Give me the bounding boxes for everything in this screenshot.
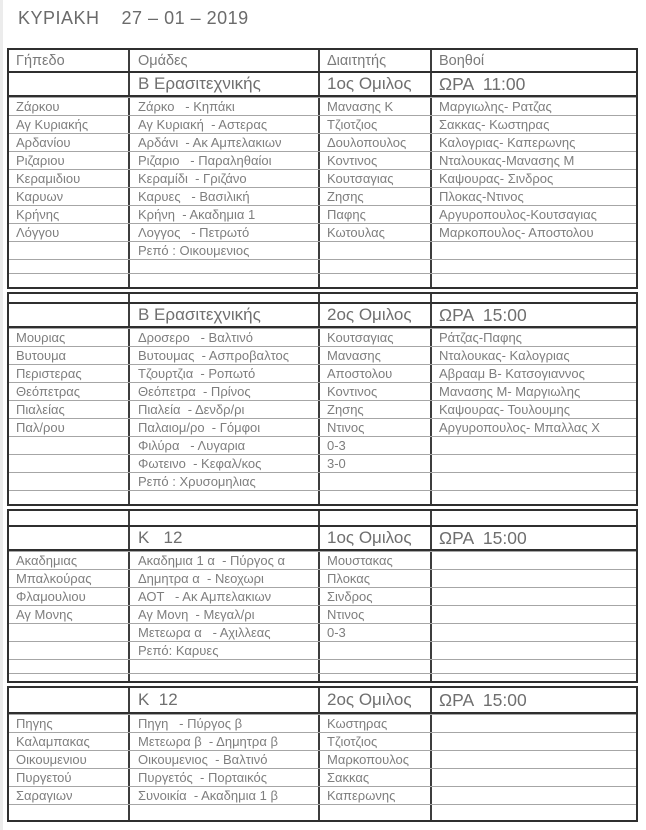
assistants-cell: Καψουρας- Τουλουμης	[430, 401, 636, 418]
column-header-row	[9, 50, 636, 71]
teams-cell: Θεόπετρα - Πρίνος	[128, 383, 318, 400]
schedule-table	[7, 48, 638, 289]
league-cell: Κ 12	[128, 688, 318, 712]
table-row	[9, 400, 636, 418]
schedule-tables	[7, 48, 638, 822]
table-row	[9, 328, 636, 346]
assistants-cell: Μαργιωλης- Ρατζας	[430, 98, 636, 115]
league-cell: Κ 12	[128, 527, 318, 549]
time-cell: ΩΡΑ 15:00	[430, 304, 636, 326]
venue-cell: Καλαμπακας	[16, 734, 90, 749]
teams-cell: Μετεωρα α - Αχιλλεας	[128, 624, 318, 641]
table-row	[9, 382, 636, 400]
empty-row	[9, 294, 636, 302]
assistants-cell: Μανασης Μ- Μαργιωλης	[430, 383, 636, 400]
assistants-cell: Καψουρας- Σινδρος	[430, 170, 636, 187]
table-row	[9, 551, 636, 569]
empty-cell	[9, 73, 128, 95]
teams-cell: Πηγη - Πύργος β	[128, 715, 318, 732]
referee-cell: Ντινος	[318, 419, 430, 436]
empty-cell	[430, 552, 636, 569]
referee-cell: Δουλοπουλος	[318, 134, 430, 151]
referee-cell: Κοντινος	[318, 383, 430, 400]
venue-cell: Ριζαριου	[16, 153, 65, 168]
teams-cell: Μετεωρα β - Δημητρα β	[128, 733, 318, 750]
teams-cell: Οικουμενιος - Βαλτινό	[128, 751, 318, 768]
empty-cell	[9, 455, 128, 472]
table-row	[9, 587, 636, 605]
empty-cell	[128, 805, 318, 820]
teams-cell: Αρδάνι - Ακ Αμπελακιων	[128, 134, 318, 151]
table-row	[9, 641, 636, 659]
assistants-cell: Νταλουκας- Καλογριας	[430, 347, 636, 364]
teams-cell: Ρεπό : Χρυσομηλιας	[128, 473, 318, 490]
teams-cell: Βυτουμας - Ασπροβαλτος	[128, 347, 318, 364]
table-row	[9, 169, 636, 187]
referee-cell: Καπερωνης	[318, 787, 430, 804]
empty-cell	[430, 260, 636, 273]
empty-cell	[318, 660, 430, 673]
assistants-cell: Καλογριας- Καπερωνης	[430, 134, 636, 151]
empty-cell	[9, 805, 128, 820]
empty-cell	[430, 624, 636, 641]
empty-cell	[318, 674, 430, 681]
empty-cell	[128, 674, 318, 681]
venue-cell: Πυργετού	[16, 770, 72, 785]
referee-cell: 0-3	[318, 624, 430, 641]
empty-cell	[9, 274, 128, 287]
table-row	[9, 97, 636, 115]
empty-cell	[318, 805, 430, 820]
referee-cell: Πλοκας	[318, 570, 430, 587]
teams-cell: Καρυες - Βασιλική	[128, 188, 318, 205]
teams-cell: Πυργετός - Πορταικός	[128, 769, 318, 786]
venue-cell: Ακαδημιας	[16, 553, 78, 568]
empty-cell	[430, 274, 636, 287]
empty-cell	[430, 606, 636, 623]
table-row	[9, 436, 636, 454]
teams-cell: Ρεπό: Καρυες	[128, 642, 318, 659]
section-header-row	[9, 525, 636, 551]
empty-cell	[430, 751, 636, 768]
teams-cell: Κρήνη - Ακαδημια 1	[128, 206, 318, 223]
empty-row	[9, 804, 636, 820]
teams-cell: Φωτεινο - Κεφαλ/κος	[128, 455, 318, 472]
section-header-row	[9, 688, 636, 714]
teams-cell: Ζάρκο - Κηπάκι	[128, 98, 318, 115]
venue-cell: Αγ Κυριακής	[16, 117, 89, 132]
venue-cell: Σαραγιων	[16, 788, 73, 803]
empty-cell	[128, 274, 318, 287]
empty-cell	[9, 260, 128, 273]
empty-cell	[9, 491, 128, 504]
schedule-table	[7, 686, 638, 822]
empty-row	[9, 259, 636, 273]
teams-cell: Ρεπό : Οικουμενιος	[128, 242, 318, 259]
referee-cell: Αποστολου	[318, 365, 430, 382]
empty-row	[9, 673, 636, 681]
referee-cell: Μαρκοπουλος	[318, 751, 430, 768]
referee-cell: Μουστακας	[318, 552, 430, 569]
league-cell: Β Ερασιτεχνικής	[128, 73, 318, 95]
schedule-table	[7, 292, 638, 506]
empty-cell	[9, 437, 128, 454]
referee-cell: Παφης	[318, 206, 430, 223]
table-row	[9, 732, 636, 750]
teams-cell: ΑΟΤ - Ακ Αμπελακιων	[128, 588, 318, 605]
venue-cell: Καρυων	[16, 189, 64, 204]
empty-cell	[128, 511, 318, 525]
table-row	[9, 133, 636, 151]
referee-cell: Κουτσαγιας	[318, 170, 430, 187]
venue-cell: Μουριας	[16, 330, 66, 345]
teams-cell: Παλαιομ/ρο - Γόμφοι	[128, 419, 318, 436]
teams-cell: Πιαλεία - Δενδρ/ρι	[128, 401, 318, 418]
empty-cell	[430, 455, 636, 472]
empty-cell	[430, 294, 636, 302]
empty-cell	[128, 294, 318, 302]
assistants-cell: Αργυροπουλος- Μπαλλας Χ	[430, 419, 636, 436]
venue-cell: Κεραμιδιου	[16, 171, 81, 186]
teams-cell: Δροσερο - Βαλτινό	[128, 329, 318, 346]
table-row	[9, 187, 636, 205]
referee-cell: Κωστηρας	[318, 715, 430, 732]
table-row	[9, 472, 636, 490]
empty-cell	[430, 660, 636, 673]
empty-cell	[9, 660, 128, 673]
empty-cell	[9, 527, 128, 549]
table-row	[9, 623, 636, 641]
empty-cell	[318, 274, 430, 287]
empty-cell	[9, 674, 128, 681]
empty-cell	[430, 674, 636, 681]
empty-cell	[430, 642, 636, 659]
referee-cell: Κοντινος	[318, 152, 430, 169]
table-row	[9, 115, 636, 133]
table-row	[9, 223, 636, 241]
empty-cell	[9, 304, 128, 326]
assistants-cell: Αργυροπουλος-Κουτσαγιας	[430, 206, 636, 223]
table-row	[9, 569, 636, 587]
teams-cell: Τζουρτζια - Ροπωτό	[128, 365, 318, 382]
empty-cell	[430, 511, 636, 525]
table-row	[9, 205, 636, 223]
empty-cell	[318, 294, 430, 302]
venue-cell: Παλ/ρου	[16, 420, 65, 435]
table-row	[9, 786, 636, 804]
assistants-cell: Αβρααμ Β- Κατσογιαννος	[430, 365, 636, 382]
referee-cell: 3-0	[318, 455, 430, 472]
empty-row	[9, 511, 636, 525]
table-row	[9, 346, 636, 364]
empty-cell	[430, 242, 636, 259]
empty-row	[9, 490, 636, 504]
referee-cell: Σακκας	[318, 769, 430, 786]
empty-cell	[430, 437, 636, 454]
referee-cell: 0-3	[318, 437, 430, 454]
assistants-cell: Νταλουκας-Μανασης Μ	[430, 152, 636, 169]
empty-cell	[318, 642, 430, 659]
referee-cell: Σινδρος	[318, 588, 430, 605]
referee-cell: Μανασης	[318, 347, 430, 364]
teams-cell: Συνοικία - Ακαδημια 1 β	[128, 787, 318, 804]
assistants-cell: Μαρκοπουλος- Αποστολου	[430, 224, 636, 241]
referee-cell: Ζησης	[318, 188, 430, 205]
table-row	[9, 241, 636, 259]
venue-cell: Πηγης	[16, 716, 53, 731]
time-cell: ΩΡΑ 15:00	[430, 527, 636, 549]
teams-cell: Ριζαριο - Παραληθαίοι	[128, 152, 318, 169]
table-row	[9, 151, 636, 169]
empty-cell	[318, 242, 430, 259]
referee-cell: Μανασης Κ	[318, 98, 430, 115]
teams-cell: Λογγος - Πετρωτό	[128, 224, 318, 241]
referee-cell: Ζησης	[318, 401, 430, 418]
teams-cell: Δημητρα α - Νεοχωρι	[128, 570, 318, 587]
teams-cell: Κεραμίδι - Γριζάνο	[128, 170, 318, 187]
group-cell: 1ος Ομιλος	[318, 527, 430, 549]
empty-row	[9, 273, 636, 287]
table-row	[9, 364, 636, 382]
empty-cell	[9, 642, 128, 659]
venue-cell: Κρήνης	[16, 207, 60, 222]
empty-cell	[430, 473, 636, 490]
empty-cell	[430, 769, 636, 786]
empty-cell	[128, 660, 318, 673]
assistants-cell: Ράτζας-Παφης	[430, 329, 636, 346]
empty-cell	[318, 511, 430, 525]
venue-cell: Ζάρκου	[16, 99, 60, 114]
empty-cell	[9, 294, 128, 302]
venue-cell: Μπαλκούρας	[16, 571, 92, 586]
empty-cell	[430, 787, 636, 804]
table-row	[9, 714, 636, 732]
empty-cell	[9, 688, 128, 712]
empty-cell	[318, 491, 430, 504]
referee-cell: Τζιοτζιος	[318, 116, 430, 133]
empty-cell	[318, 260, 430, 273]
empty-cell	[128, 491, 318, 504]
empty-cell	[430, 733, 636, 750]
referee-cell: Κουτσαγιας	[318, 329, 430, 346]
group-cell: 2ος Ομιλος	[318, 304, 430, 326]
empty-cell	[128, 260, 318, 273]
empty-cell	[430, 805, 636, 820]
table-row	[9, 768, 636, 786]
teams-cell: Ακαδημια 1 α - Πύργος α	[128, 552, 318, 569]
column-header-assistants: Βοηθοί	[430, 50, 636, 71]
referee-cell: Ντινος	[318, 606, 430, 623]
venue-cell: Αγ Μονης	[16, 607, 73, 622]
venue-cell: Βυτουμα	[16, 348, 67, 363]
section-header-row	[9, 71, 636, 97]
venue-cell: Οικουμενιου	[16, 752, 87, 767]
referee-cell: Κωτουλας	[318, 224, 430, 241]
time-cell: ΩΡΑ 11:00	[430, 73, 636, 95]
empty-cell	[430, 588, 636, 605]
table-row	[9, 418, 636, 436]
time-cell: ΩΡΑ 15:00	[430, 688, 636, 712]
empty-cell	[9, 242, 128, 259]
schedule-table	[7, 509, 638, 683]
teams-cell: Φιλύρα - Λυγαρια	[128, 437, 318, 454]
venue-cell: Αρδανίου	[16, 135, 71, 150]
empty-cell	[430, 570, 636, 587]
venue-cell: Φλαμουλιου	[16, 589, 86, 604]
empty-cell	[430, 715, 636, 732]
empty-cell	[318, 473, 430, 490]
table-row	[9, 605, 636, 623]
table-row	[9, 750, 636, 768]
venue-cell: Θεόπετρας	[16, 384, 81, 399]
assistants-cell: Πλοκας-Ντινος	[430, 188, 636, 205]
column-header-teams: Ομάδες	[128, 50, 318, 71]
column-header-venue: Γήπεδο	[16, 52, 65, 69]
league-cell: Β Ερασιτεχνικής	[128, 304, 318, 326]
empty-cell	[9, 624, 128, 641]
page-title: ΚΥΡΙΑΚΗ 27 – 01 – 2019	[18, 8, 249, 28]
empty-row	[9, 659, 636, 673]
venue-cell: Περιστερας	[16, 366, 82, 381]
column-header-referee: Διαιτητής	[318, 50, 430, 71]
assistants-cell: Σακκας- Κωστηρας	[430, 116, 636, 133]
group-cell: 1ος Ομιλος	[318, 73, 430, 95]
empty-cell	[9, 473, 128, 490]
teams-cell: Αγ Κυριακή - Αστερας	[128, 116, 318, 133]
venue-cell: Πιαλείας	[16, 402, 65, 417]
empty-cell	[430, 491, 636, 504]
venue-cell: Λόγγου	[16, 225, 60, 240]
referee-cell: Τζιοτζιος	[318, 733, 430, 750]
group-cell: 2ος Ομιλος	[318, 688, 430, 712]
section-header-row	[9, 302, 636, 328]
table-row	[9, 454, 636, 472]
empty-cell	[9, 511, 128, 525]
teams-cell: Αγ Μονη - Μεγαλ/ρι	[128, 606, 318, 623]
